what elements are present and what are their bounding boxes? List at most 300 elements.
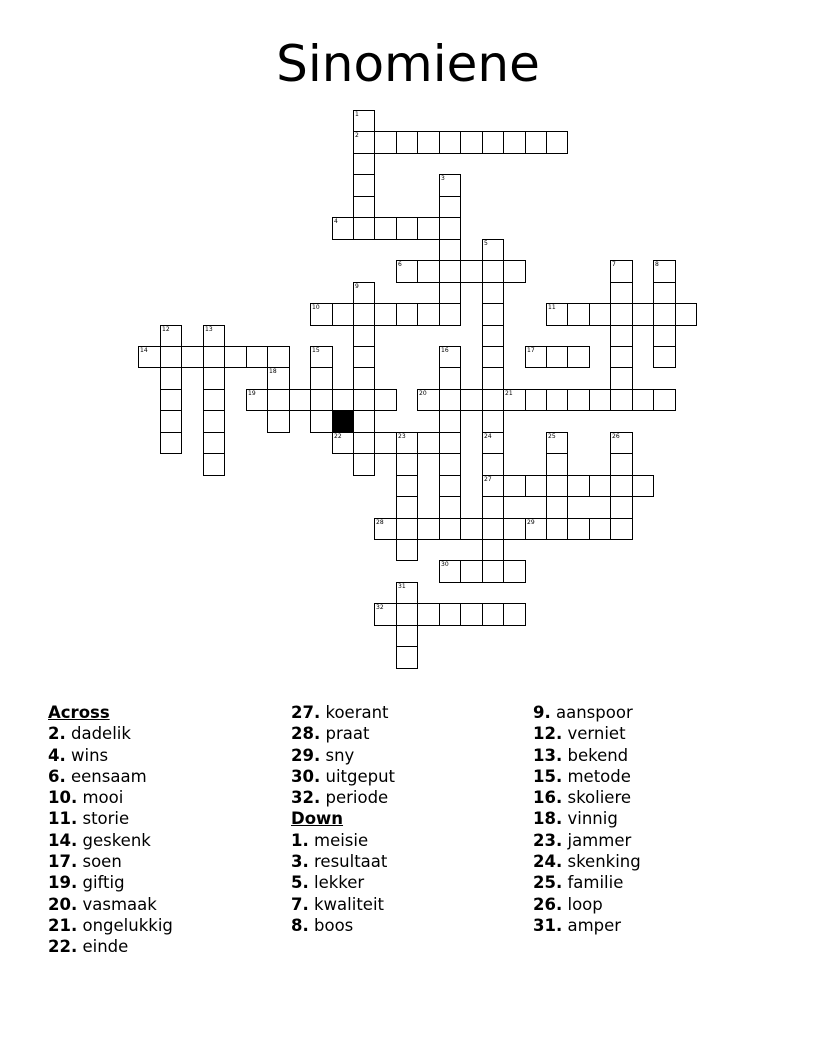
clue-text: lekker (314, 873, 365, 893)
clue-text: aanspoor (556, 703, 633, 722)
crossword-cell[interactable] (332, 217, 354, 240)
clue-number: 3 (441, 175, 445, 182)
crossword-cell[interactable] (439, 496, 461, 519)
crossword-cell[interactable] (396, 582, 418, 604)
crossword-cell[interactable] (439, 410, 461, 433)
clue-text: sny (325, 745, 355, 765)
crossword-cell[interactable] (610, 496, 633, 519)
crossword-cell[interactable] (267, 367, 290, 390)
crossword-cell[interactable] (160, 389, 182, 411)
across-clue (48, 872, 288, 893)
crossword-cell[interactable] (589, 518, 611, 540)
crossword-cell[interactable] (546, 453, 568, 476)
crossword-cell[interactable] (374, 603, 397, 626)
down-clue (533, 745, 773, 766)
clue-text: einde (82, 937, 129, 957)
clue-number-label: 7. (291, 894, 309, 914)
across-clue (48, 787, 288, 808)
crossword-cell[interactable] (417, 603, 440, 626)
crossword-cell[interactable] (374, 432, 397, 454)
clue-text: metode (567, 766, 631, 786)
crossword-cell[interactable] (417, 518, 440, 540)
crossword-cell[interactable] (439, 475, 461, 497)
clue-number-label: 22. (48, 937, 78, 957)
crossword-cell[interactable] (353, 303, 375, 326)
clue-number-label: 18. (533, 809, 563, 829)
crossword-cell[interactable] (546, 303, 568, 326)
crossword-cell[interactable] (396, 475, 418, 497)
crossword-cell[interactable] (439, 432, 461, 454)
crossword-cell[interactable] (482, 603, 504, 626)
crossword-cell[interactable] (203, 346, 225, 368)
crossword-cell[interactable] (439, 603, 461, 626)
crossword-cell[interactable] (439, 303, 461, 326)
crossword-cell[interactable] (482, 560, 504, 583)
crossword-cell[interactable] (396, 603, 418, 626)
clue-number: 31 (398, 583, 406, 590)
clue-number-label: 6. (48, 766, 66, 786)
crossword-cell[interactable] (482, 496, 504, 519)
crossword-cell[interactable] (160, 410, 182, 433)
crossword-cell[interactable] (610, 260, 633, 283)
puzzle-title: Sinomiene (276, 35, 540, 93)
crossword-cell[interactable] (482, 303, 504, 326)
crossword-cell[interactable] (546, 346, 568, 368)
crossword-cell[interactable] (610, 325, 633, 347)
clue-number: 10 (312, 304, 320, 311)
clue-column-2 (291, 702, 531, 936)
crossword-cell[interactable] (482, 432, 504, 454)
clue-text: bekend (567, 745, 629, 765)
crossword-cell[interactable] (417, 131, 440, 154)
crossword-cell[interactable] (482, 325, 504, 347)
crossword-cell[interactable] (374, 303, 397, 326)
crossword-cell[interactable] (417, 432, 440, 454)
clue-number: 14 (140, 347, 148, 354)
clue-number-label: 23. (533, 830, 563, 850)
clue-number-label: 29. (291, 745, 321, 765)
crossword-cell[interactable] (353, 432, 375, 454)
crossword-cell[interactable] (610, 346, 633, 368)
crossword-cell[interactable] (653, 346, 676, 368)
crossword-cell[interactable] (289, 389, 311, 411)
clue-number: 18 (269, 368, 277, 375)
across-clue (48, 830, 288, 851)
crossword-cell[interactable] (439, 131, 461, 154)
clue-text: loop (567, 894, 603, 914)
clue-number: 15 (312, 347, 320, 354)
clue-text: verniet (567, 724, 626, 744)
crossword-cell[interactable] (310, 389, 333, 411)
clue-text: kwaliteit (314, 894, 385, 914)
down-clue (533, 723, 773, 744)
clue-number: 22 (334, 433, 342, 440)
clue-text: vasmaak (82, 894, 157, 914)
clue-number-label: 28. (291, 724, 321, 744)
crossword-cell[interactable] (546, 389, 568, 411)
crossword-cell[interactable] (460, 131, 483, 154)
crossword-cell[interactable] (439, 196, 461, 218)
clue-number: 25 (548, 433, 556, 440)
crossword-cell[interactable] (396, 625, 418, 647)
clue-number-label: 9. (533, 703, 551, 722)
crossword-cell[interactable] (332, 303, 354, 326)
crossword-cell[interactable] (439, 239, 461, 261)
crossword-cell[interactable] (632, 475, 654, 497)
crossword-cell[interactable] (203, 367, 225, 390)
clue-text: amper (567, 915, 622, 935)
crossword-cell[interactable] (482, 282, 504, 304)
down-clue (291, 830, 531, 851)
clue-number: 7 (612, 261, 616, 268)
clue-number-label: 2. (48, 724, 66, 744)
down-clue (533, 894, 773, 915)
crossword-cell[interactable] (246, 389, 268, 411)
clue-number: 26 (612, 433, 620, 440)
crossword-cell[interactable] (310, 410, 333, 433)
crossword-cell[interactable] (653, 282, 676, 304)
down-clue (291, 851, 531, 872)
crossword-cell[interactable] (567, 303, 590, 326)
crossword-cell[interactable] (181, 346, 204, 368)
crossword-cell[interactable] (589, 303, 611, 326)
crossword-cell[interactable] (374, 217, 397, 240)
across-clue (48, 936, 288, 957)
down-clue (533, 702, 773, 723)
across-clue (291, 702, 531, 723)
clue-number-label: 32. (291, 788, 321, 808)
crossword-cell[interactable] (439, 217, 461, 240)
down-clue (533, 787, 773, 808)
crossword-cell[interactable] (439, 282, 461, 304)
crossword-cell[interactable] (353, 153, 375, 175)
clue-number-label: 12. (533, 724, 563, 744)
crossword-cell[interactable] (589, 389, 611, 411)
clue-number-label: 20. (48, 894, 78, 914)
across-clue (48, 894, 288, 915)
clue-text: uitgeput (325, 766, 396, 786)
crossword-cell[interactable] (439, 389, 461, 411)
across-clue (48, 851, 288, 872)
clue-number-label: 25. (533, 873, 563, 893)
crossword-cell[interactable] (482, 260, 504, 283)
clue-number: 20 (419, 390, 427, 397)
clue-text: storie (82, 809, 130, 829)
crossword-cell[interactable] (482, 539, 504, 561)
clue-text: periode (325, 788, 389, 808)
crossword-cell[interactable] (203, 432, 225, 454)
crossword-cell[interactable] (246, 346, 268, 368)
crossword-cell[interactable] (353, 346, 375, 368)
crossword-cell[interactable] (525, 131, 547, 154)
crossword-cell[interactable] (439, 560, 461, 583)
clue-number: 29 (527, 519, 535, 526)
crossword-cell[interactable] (610, 518, 633, 540)
clue-number: 5 (484, 240, 488, 247)
clue-text: praat (325, 724, 370, 744)
crossword-cell[interactable] (267, 389, 290, 411)
crossword-cell[interactable] (353, 282, 375, 304)
clue-text: vinnig (567, 809, 618, 829)
down-clue (291, 894, 531, 915)
crossword-cell[interactable] (353, 110, 375, 132)
crossword-cell[interactable] (610, 389, 633, 411)
across-clue (48, 915, 288, 936)
crossword-cell[interactable] (374, 518, 397, 540)
crossword-cell[interactable] (482, 475, 504, 497)
clue-text: soen (82, 852, 122, 872)
crossword-cell[interactable] (567, 389, 590, 411)
crossword-cell[interactable] (310, 303, 333, 326)
crossword-cell[interactable] (503, 475, 526, 497)
crossword-cell[interactable] (482, 239, 504, 261)
crossword-cell[interactable] (482, 131, 504, 154)
crossword-cell[interactable] (332, 389, 354, 411)
crossword-cell[interactable] (160, 325, 182, 347)
crossword-cell[interactable] (653, 260, 676, 283)
crossword-cell[interactable] (546, 518, 568, 540)
crossword-cell[interactable] (203, 389, 225, 411)
clue-text: geskenk (82, 830, 151, 850)
crossword-cell[interactable] (460, 560, 483, 583)
crossword-cell[interactable] (525, 475, 547, 497)
crossword-cell[interactable] (417, 389, 440, 411)
clue-number: 13 (205, 326, 213, 333)
clue-number: 30 (441, 561, 449, 568)
crossword-cell[interactable] (503, 260, 526, 283)
clue-number-label: 27. (291, 703, 321, 722)
clue-number-label: 16. (533, 788, 563, 808)
crossword-cell[interactable] (160, 432, 182, 454)
crossword-cell[interactable] (396, 518, 418, 540)
crossword-cell[interactable] (439, 346, 461, 368)
crossword-cell[interactable] (439, 453, 461, 476)
clue-text: boos (314, 915, 354, 935)
clue-number-label: 4. (48, 745, 66, 765)
crossword-cell[interactable] (460, 518, 483, 540)
clue-number: 32 (376, 604, 384, 611)
clue-number-label: 14. (48, 830, 78, 850)
clue-number-label: 13. (533, 745, 563, 765)
crossword-cell[interactable] (396, 496, 418, 519)
crossword-cell[interactable] (525, 346, 547, 368)
down-clue (533, 851, 773, 872)
crossword-cell[interactable] (632, 303, 654, 326)
crossword-cell[interactable] (525, 518, 547, 540)
crossword-cell[interactable] (482, 410, 504, 433)
crossword-cell[interactable] (589, 475, 611, 497)
clue-number-label: 30. (291, 766, 321, 786)
crossword-cell[interactable] (610, 282, 633, 304)
crossword-cell[interactable] (503, 131, 526, 154)
crossword-cell[interactable] (417, 217, 440, 240)
crossword-cell[interactable] (653, 389, 676, 411)
crossword-cell[interactable] (160, 346, 182, 368)
crossword-cell[interactable] (525, 389, 547, 411)
clue-number: 12 (162, 326, 170, 333)
clue-text: meisie (314, 830, 369, 850)
crossword-cell[interactable] (460, 389, 483, 411)
clue-number: 8 (655, 261, 659, 268)
clue-text: ongelukkig (82, 915, 173, 935)
crossword-cell[interactable] (353, 325, 375, 347)
crossword-cell[interactable] (224, 346, 247, 368)
crossword-cell[interactable] (417, 260, 440, 283)
crossword-cell[interactable] (503, 389, 526, 411)
crossword-cell[interactable] (546, 475, 568, 497)
crossword-cell[interactable] (503, 518, 526, 540)
crossword-cell[interactable] (353, 174, 375, 197)
clue-text: mooi (82, 788, 124, 808)
crossword-cell[interactable] (610, 475, 633, 497)
crossword-cell[interactable] (439, 518, 461, 540)
across-clue (48, 808, 288, 829)
across-clue (291, 723, 531, 744)
clue-number: 17 (527, 347, 535, 354)
clue-number-label: 3. (291, 852, 309, 872)
crossword-cell[interactable] (567, 346, 590, 368)
clue-number-label: 15. (533, 766, 563, 786)
clue-text: familie (567, 873, 624, 893)
clue-text: koerant (325, 703, 389, 722)
crossword-cell[interactable] (482, 389, 504, 411)
crossword-cell[interactable] (503, 603, 526, 626)
clue-text: skenking (567, 852, 641, 872)
clue-number: 4 (334, 218, 338, 225)
crossword-cell[interactable] (675, 303, 697, 326)
down-clue (291, 872, 531, 893)
crossword-cell[interactable] (396, 646, 418, 669)
crossword-cell[interactable] (653, 303, 676, 326)
crossword-cell[interactable] (482, 367, 504, 390)
clue-text: resultaat (314, 852, 388, 872)
crossword-cell[interactable] (396, 260, 418, 283)
crossword-cell[interactable] (310, 367, 333, 390)
crossword-cell[interactable] (396, 539, 418, 561)
crossword-cell[interactable] (396, 303, 418, 326)
crossword-cell[interactable] (632, 389, 654, 411)
crossword-cell[interactable] (138, 346, 161, 368)
crossword-cell[interactable] (374, 131, 397, 154)
crossword-cell[interactable] (353, 453, 375, 476)
down-clue (533, 830, 773, 851)
down-heading: Down (291, 809, 344, 829)
crossword-cell[interactable] (567, 475, 590, 497)
clue-text: wins (71, 745, 109, 765)
down-clue (291, 915, 531, 936)
crossword-cell[interactable] (396, 453, 418, 476)
crossword-cell[interactable] (353, 196, 375, 218)
crossword-cell[interactable] (482, 518, 504, 540)
crossword-cell[interactable] (567, 518, 590, 540)
crossword-cell[interactable] (439, 174, 461, 197)
clue-number-label: 10. (48, 788, 78, 808)
clue-text: jammer (567, 830, 632, 850)
clue-number: 28 (376, 519, 384, 526)
crossword-cell[interactable] (203, 453, 225, 476)
down-clue (533, 808, 773, 829)
crossword-cell[interactable] (460, 260, 483, 283)
clue-number-label: 31. (533, 915, 563, 935)
crossword-cell[interactable] (610, 432, 633, 454)
across-clue (48, 766, 288, 787)
crossword-cell[interactable] (160, 367, 182, 390)
crossword-cell[interactable] (546, 131, 568, 154)
crossword-cell[interactable] (374, 389, 397, 411)
clue-number: 19 (248, 390, 256, 397)
clue-number: 1 (355, 111, 359, 118)
clue-number-label: 26. (533, 894, 563, 914)
crossword-cell[interactable] (396, 432, 418, 454)
clue-number-label: 19. (48, 873, 78, 893)
clue-number: 6 (398, 261, 402, 268)
clue-number: 2 (355, 132, 359, 139)
clue-column-3 (533, 702, 773, 936)
across-heading: Across (48, 703, 110, 722)
across-clue (291, 787, 531, 808)
clue-number-label: 21. (48, 915, 78, 935)
crossword-cell[interactable] (396, 131, 418, 154)
crossword-cell[interactable] (353, 410, 375, 433)
crossword-cell[interactable] (546, 496, 568, 519)
across-clue (48, 745, 288, 766)
crossword-cell[interactable] (503, 560, 526, 583)
clue-number: 11 (548, 304, 556, 311)
crossword-cell[interactable] (610, 303, 633, 326)
clue-text: dadelik (71, 724, 131, 744)
clue-text: giftig (82, 873, 125, 893)
crossword-cell[interactable] (546, 432, 568, 454)
clue-number-label: 17. (48, 852, 78, 872)
clue-number: 27 (484, 476, 492, 483)
crossword-cell[interactable] (203, 325, 225, 347)
crossword-cell[interactable] (482, 346, 504, 368)
clue-column-1 (48, 702, 288, 958)
down-clue (533, 915, 773, 936)
clue-number-label: 11. (48, 809, 78, 829)
clue-number: 21 (505, 390, 513, 397)
crossword-cell[interactable] (482, 453, 504, 476)
crossword-cell[interactable] (353, 367, 375, 390)
crossword-cell[interactable] (396, 217, 418, 240)
across-clue (291, 745, 531, 766)
clue-number-label: 5. (291, 873, 309, 893)
crossword-cell[interactable] (417, 303, 440, 326)
crossword-cell[interactable] (353, 217, 375, 240)
crossword-cell[interactable] (439, 367, 461, 390)
crossword-cell[interactable] (439, 260, 461, 283)
clue-text: skoliere (567, 788, 632, 808)
crossword-cell[interactable] (203, 410, 225, 433)
crossword-cell[interactable] (610, 453, 633, 476)
crossword-cell[interactable] (653, 325, 676, 347)
crossword-cell[interactable] (353, 131, 375, 154)
crossword-cell[interactable] (267, 346, 290, 368)
clue-number-label: 1. (291, 830, 309, 850)
crossword-cell[interactable] (460, 603, 483, 626)
clue-number: 16 (441, 347, 449, 354)
down-clue (533, 766, 773, 787)
clue-text: eensaam (71, 766, 147, 786)
clue-number: 9 (355, 283, 359, 290)
crossword-cell[interactable] (332, 432, 354, 454)
crossword-cell[interactable] (353, 389, 375, 411)
crossword-cell[interactable] (610, 367, 633, 390)
clue-number-label: 8. (291, 915, 309, 935)
crossword-cell[interactable] (267, 410, 290, 433)
crossword-cell[interactable] (310, 346, 333, 368)
across-clue (48, 723, 288, 744)
